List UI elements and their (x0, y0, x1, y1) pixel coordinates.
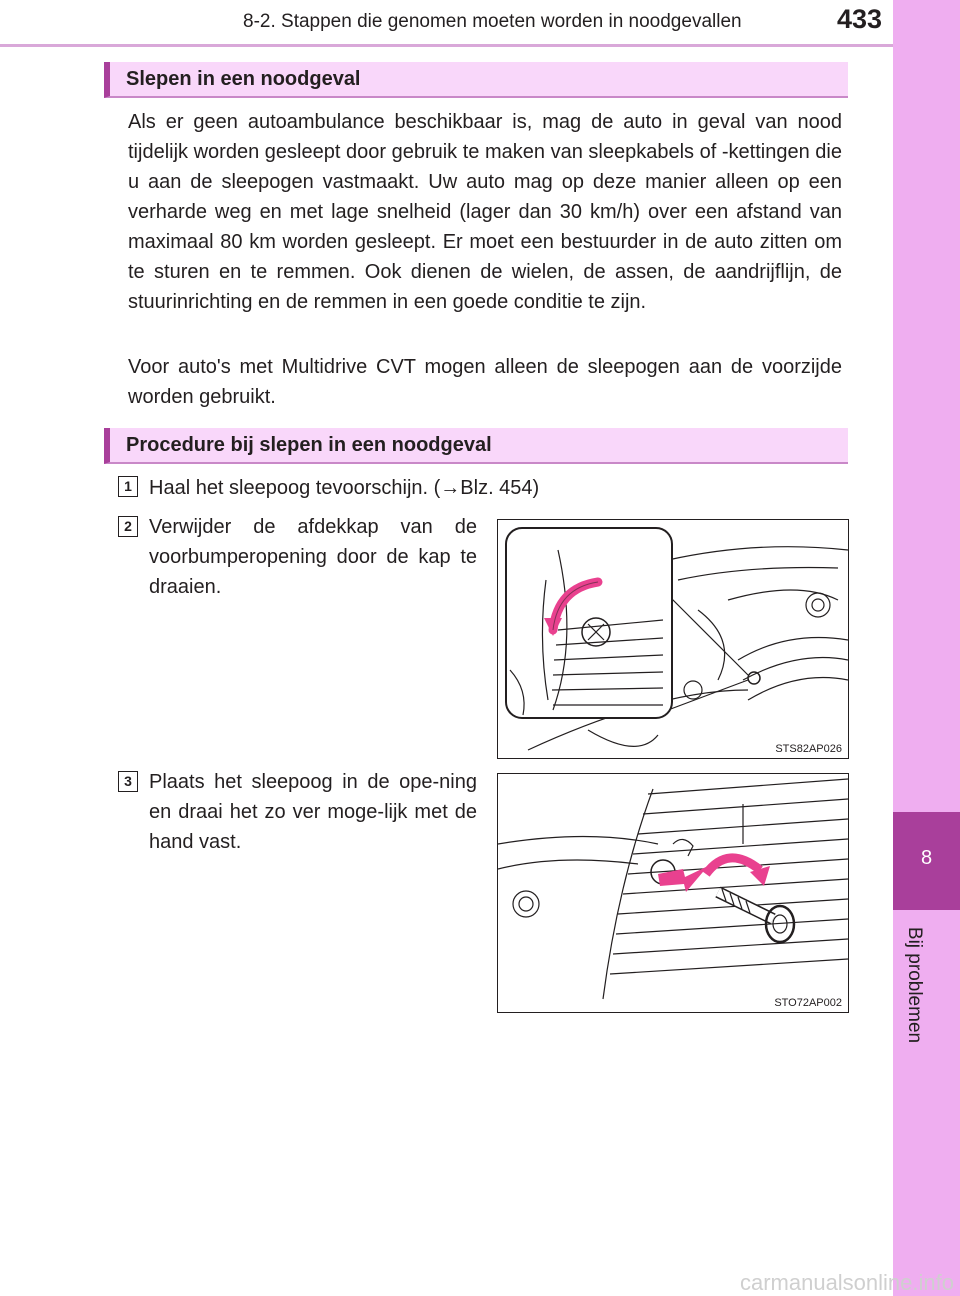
illustration-install-tow-eye (497, 773, 849, 1013)
step-number-badge: 1 (118, 476, 138, 497)
header-divider (0, 44, 893, 47)
figure-code: STO72AP002 (774, 997, 842, 1009)
watermark: carmanualsonline.info (739, 1270, 954, 1295)
step-text: Verwijder de afdekkap van de voorbumperopening door de kap te draaien. (149, 516, 477, 598)
figure-code: STS82AP026 (775, 743, 842, 755)
section-heading-procedure (104, 428, 848, 464)
insert-arrow-icon (658, 866, 708, 892)
page-number: 433 (836, 4, 882, 34)
chapter-label: Bij problemen (904, 926, 925, 1044)
step-number-badge: 2 (118, 516, 138, 537)
chapter-title: 8-2. Stappen die genomen moeten worden in noodgevallen (243, 11, 742, 32)
section-heading-text: Procedure bij slepen in een noodgeval (126, 434, 492, 456)
bumper-cover-drawing (498, 520, 849, 759)
paragraph-cvt-note: Voor auto's met Multidrive CVT mogen alleen de sleepogen aan de voorzijde worden gebruikt. (128, 356, 842, 408)
tow-eye-drawing (498, 774, 849, 1013)
illustration-remove-cover (497, 519, 849, 759)
step-text: Haal het sleepoog tevoorschijn. (→Blz. 454) (149, 477, 540, 499)
side-tab (893, 0, 960, 1296)
chapter-number: 8 (920, 847, 933, 869)
step-number-badge: 3 (118, 771, 138, 792)
paragraph-towing-intro: Als er geen autoambulance beschikbaar is, mag de auto in geval van nood tijdelijk worden gesleept door gebruik te maken van sleepkabels of -kettingen die u aan de sleepogen vastmaakt. Uw auto mag op deze manier alleen op een verharde weg en met lage snelheid (lager dan 30 km/h) over een afstand van maximaal 80 km worden gesleept. Er moet een bestuurder in de auto zitten om te sturen en te remmen. Ook dienen de wielen, de assen, de aandrijflijn, de stuurinrichting en de remmen in een goede conditie te zijn. (128, 111, 842, 313)
section-heading-towing (104, 62, 848, 98)
step-text: Plaats het sleepoog in de ope-ning en draai het zo ver moge-lijk met de hand vast. (149, 771, 477, 853)
section-heading-text: Slepen in een noodgeval (126, 68, 361, 90)
